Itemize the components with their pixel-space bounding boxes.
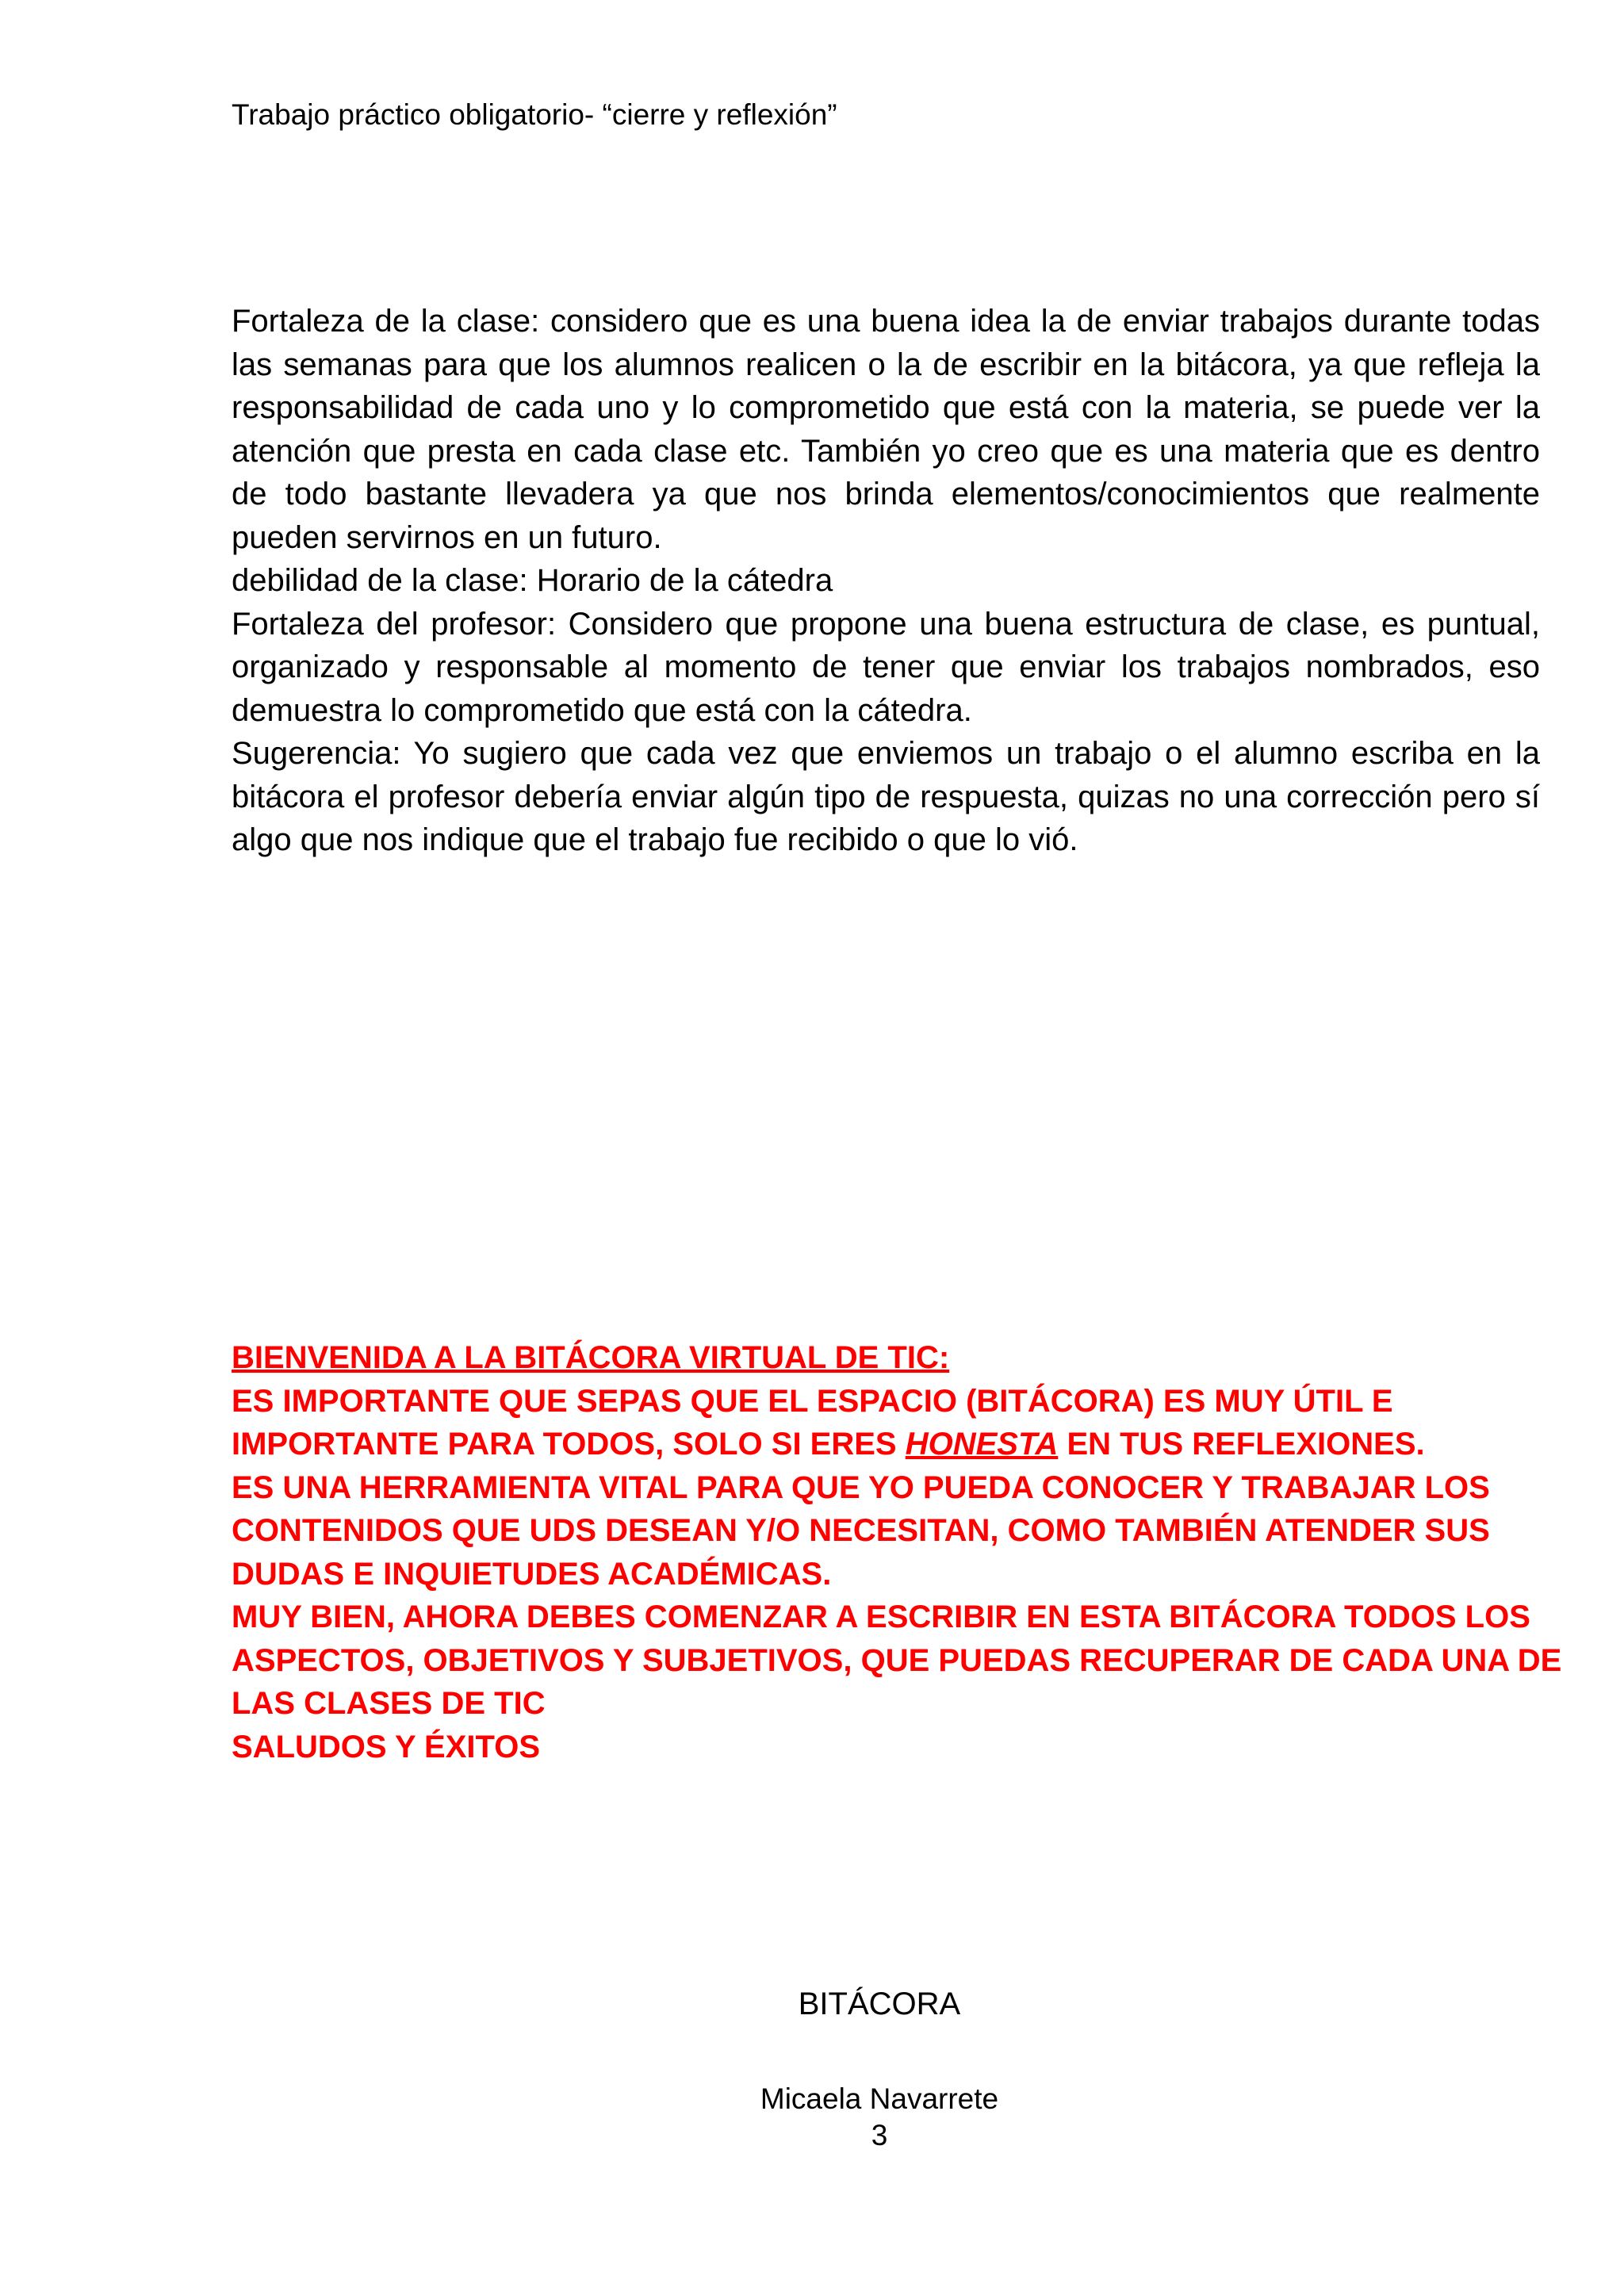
notice-line-honesty-start: ES IMPORTANTE QUE SEPAS QUE EL ESPACIO (BITÁCORA) ES MUY ÚTIL E IMPORTANTE PARA TODOS, SOLO SI ERES [232, 1383, 1393, 1462]
paragraph-teacher-strength: Fortaleza del profesor: Considero que propone una buena estructura de clase, es puntual, organizado y responsable al momento de tener que enviar los trabajos nombrados, eso demuestra lo comprometido que está con la cátedra. [232, 606, 1540, 728]
paragraph-class-weakness: debilidad de la clase: Horario de la cátedra [232, 563, 833, 598]
notice-line-honesty [232, 1380, 1564, 1466]
notice-line-greeting: SALUDOS Y ÉXITOS [232, 1729, 541, 1764]
notice-emphasis: HONESTA [905, 1427, 1059, 1462]
notice-block [232, 1336, 1564, 1768]
notice-title: BIENVENIDA A LA BITÁCORA VIRTUAL DE TIC: [232, 1340, 950, 1375]
reflection-body [232, 300, 1540, 862]
notice-line-honesty-end: EN TUS REFLEXIONES. [1058, 1427, 1425, 1462]
paragraph-class-strength: Fortaleza de la clase: considero que es una buena idea la de enviar trabajos durante todas las semanas para que los alumnos realicen o la de escribir en la bitácora, ya que refleja la responsabilidad de cada uno y lo comprometido que está con la materia, se puede ver la atención que presta en cada clase etc. También yo creo que es una materia que es dentro de todo bastante llevadera ya que nos brinda elementos/conocimientos que realmente pueden servirnos en un futuro. [232, 304, 1540, 555]
paragraph-suggestion: Sugerencia: Yo sugiero que cada vez que enviemos un trabajo o el alumno escriba en la bitácora el profesor debería enviar algún tipo de respuesta, quizas no una corrección pero sí algo que nos indique que el trabajo fue recibido o que lo vió. [232, 736, 1540, 857]
page-number: 3 [871, 2119, 888, 2151]
footer-author: Micaela Navarrete [760, 2082, 999, 2115]
notice-line-instructions: MUY BIEN, AHORA DEBES COMENZAR A ESCRIBIR EN ESTA BITÁCORA TODOS LOS ASPECTOS, OBJETIVOS Y SUBJETIVOS, QUE PUEDAS RECUPERAR DE CADA UNA DE LAS CLASES DE TIC [232, 1600, 1562, 1721]
notice-line-tool: ES UNA HERRAMIENTA VITAL PARA QUE YO PUEDA CONOCER Y TRABAJAR LOS CONTENIDOS QUE UDS DESEAN Y/O NECESITAN, COMO TAMBIÉN ATENDER SUS DUDAS E INQUIETUDES ACADÉMICAS. [232, 1469, 1490, 1592]
footer-title: BITÁCORA [798, 1987, 961, 2021]
page-header: Trabajo práctico obligatorio- “cierre y reflexión” [232, 98, 837, 131]
